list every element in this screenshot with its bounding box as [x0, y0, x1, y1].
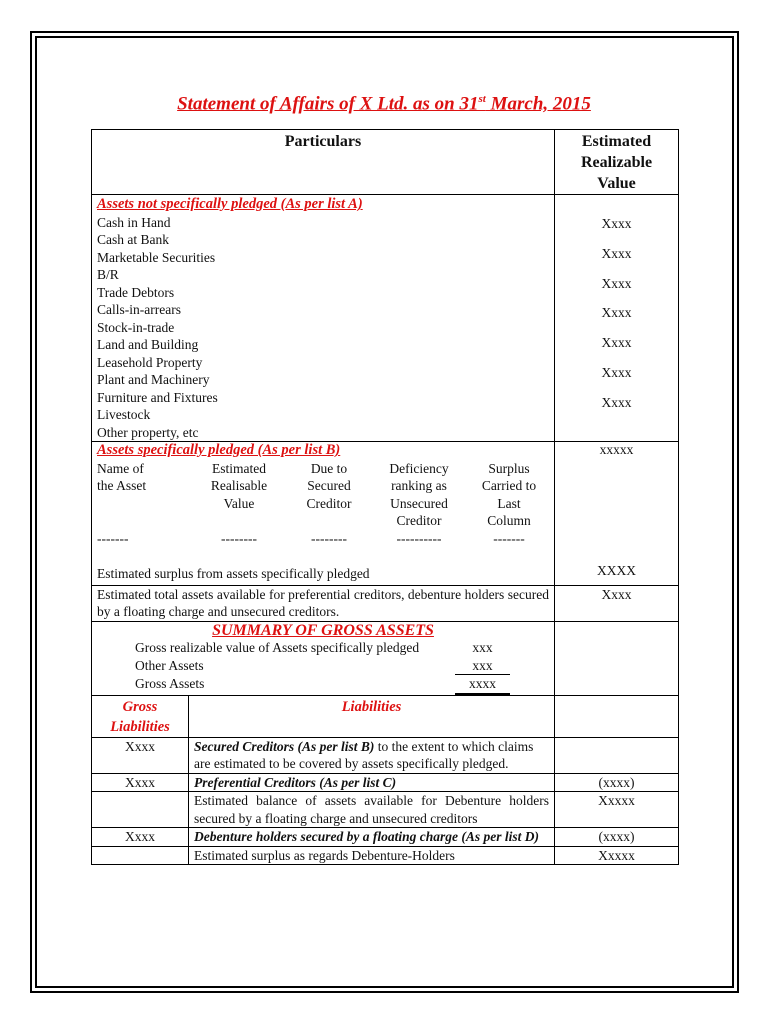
- list-a-item: Furniture and Fixtures: [97, 389, 218, 405]
- list-a-value: Xxxx: [601, 275, 632, 291]
- list-a-item: Calls-in-arrears: [97, 302, 181, 317]
- header-particulars: Particulars: [92, 130, 555, 195]
- list-a-section: [92, 195, 679, 442]
- liability-row: Xxxx Secured Creditors (As per list B) to the extent to which claims are estimated to be covered by assets specifically pledged.: [92, 737, 679, 773]
- statement-table: [91, 129, 679, 865]
- total-assets-value: Xxxx: [555, 585, 679, 621]
- summary-section: [92, 621, 679, 695]
- list-a-items: [97, 214, 549, 442]
- list-a-value: Xxxx: [601, 394, 632, 410]
- list-a-item: Livestock: [97, 407, 151, 422]
- list-a-values: [560, 215, 673, 424]
- list-a-item: Plant and Machinery: [97, 372, 210, 387]
- gross-liabilities-header: Gross Liabilities: [92, 696, 189, 737]
- list-a-item: Cash at Bank: [97, 232, 169, 247]
- list-b-surplus-value: XXXX: [597, 563, 636, 578]
- list-a-item: Leasehold Property: [97, 354, 203, 370]
- document-title: Statement of Affairs of X Ltd. as on 31st March, 2015: [177, 93, 591, 115]
- liability-row: Xxxx Debenture holders secured by a floating charge (As per list D) (xxxx): [92, 828, 679, 847]
- liabilities-header: Liabilities: [341, 698, 402, 715]
- list-a-item: Land and Building: [97, 337, 199, 352]
- list-b-dashes: ------- -------- -------- ---------- -------: [97, 530, 525, 546]
- list-a-item: B/R: [97, 267, 119, 282]
- summary-rows: Gross realizable value of Assets specifically pledged xxx Other Assets xxx Gross Assets xxxx: [97, 639, 549, 695]
- total-assets-text: Estimated total assets available for preferential creditors, debenture holders secured by a floating charge and unsecured creditors.: [92, 585, 555, 621]
- list-a-value: Xxxx: [601, 335, 632, 351]
- list-b-columns: Name of the Asset Estimated Realisable Value Due to Secured Creditor Deficiency ranking as Unsecured Creditor Surplus Carried to Last Column: [97, 460, 537, 528]
- list-a-item: Other property, etc: [97, 424, 199, 440]
- summary-title: SUMMARY OF GROSS ASSETS: [212, 621, 434, 639]
- liability-row: Estimated balance of assets available for Debenture holders secured by a floating charge and unsecured creditors Xxxxx: [92, 792, 679, 828]
- list-a-value: Xxxx: [601, 364, 632, 380]
- list-a-item: Marketable Securities: [97, 249, 216, 265]
- list-b-section: [92, 442, 679, 586]
- list-a-value: Xxxx: [601, 216, 632, 231]
- list-a-value: Xxxx: [601, 245, 632, 261]
- list-a-item: Trade Debtors: [97, 284, 175, 300]
- liability-row: Xxxx Preferential Creditors (As per list C) (xxxx): [92, 773, 679, 792]
- list-b-title: Assets specifically pledged (As per list B): [97, 442, 341, 458]
- list-a-item: Stock-in-trade: [97, 319, 175, 335]
- liabilities-header-row: [92, 695, 679, 737]
- liability-row: Estimated surplus as regards Debenture-Holders Xxxxx: [92, 846, 679, 865]
- table-header-row: [92, 130, 679, 195]
- list-b-surplus-label: Estimated surplus from assets specifically pledged: [97, 566, 370, 581]
- header-estimated-value: Estimated Realizable Value: [555, 130, 679, 195]
- list-a-title: Assets not specifically pledged (As per list A): [97, 196, 363, 212]
- list-a-value: Xxxx: [601, 305, 632, 321]
- list-b-value-top: xxxxx: [599, 442, 634, 457]
- list-a-item: Cash in Hand: [97, 214, 171, 230]
- total-assets-row: [92, 585, 679, 621]
